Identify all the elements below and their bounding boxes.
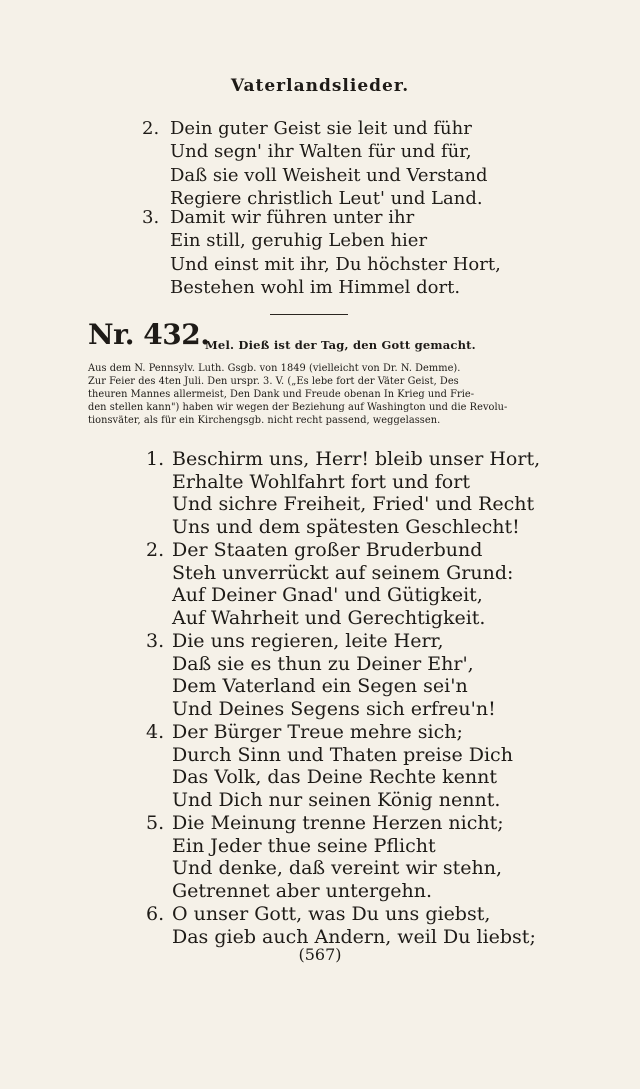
stanza-number: 2. [146, 539, 165, 561]
verse-line: Das gieb auch Andern, weil Du liebst; [172, 925, 536, 948]
stanza-number: 4. [146, 721, 165, 743]
stanza-number: 1. [146, 448, 165, 470]
verse-line: Auf Deiner Gnad' und Gütigkeit, [172, 584, 483, 607]
stanza-5 [146, 812, 504, 903]
stanza-number: 3. [142, 207, 160, 228]
verse-line: Auf Wahrheit und Gerechtigkeit. [172, 607, 486, 630]
source-note-line: den stellen kann") haben wir wegen der Beziehung auf Washington und die Revolu- [88, 402, 508, 413]
source-note-line: Aus dem N. Pennsylv. Luth. Gsgb. von 1849 (vielleicht von Dr. N. Demme). [88, 363, 461, 374]
verse-line: Bestehen wohl im Himmel dort. [170, 276, 461, 298]
stanza-number: 6. [146, 903, 165, 925]
verse-line: Der Bürger Treue mehre sich; [172, 721, 463, 743]
verse-line: Und Dich nur seinen König nennt. [172, 789, 501, 812]
source-note-line: Zur Feier des 4ten Juli. Den urspr. 3. V. („Es lebe fort der Väter Geist, Des [88, 376, 459, 387]
verse-line: Ein Jeder thue seine Pflicht [172, 834, 436, 857]
verse-line: Und Deines Segens sich erfreu'n! [172, 698, 496, 721]
verse-line: Steh unverrückt auf seinem Grund: [172, 561, 514, 584]
verse-line: Uns und dem spätesten Geschlecht! [172, 516, 520, 539]
verse-line: Damit wir führen unter ihr [170, 207, 415, 228]
stanza-2 [146, 539, 513, 630]
page-number: (567) [298, 945, 342, 964]
stanza-6 [146, 903, 536, 948]
stanza-number: 2. [142, 118, 160, 139]
verse-line: Daß sie es thun zu Deiner Ehr', [172, 652, 474, 675]
verse-line: Daß sie voll Weisheit und Verstand [170, 164, 488, 186]
verse-line: Durch Sinn und Thaten preise Dich [172, 743, 513, 766]
source-note-line: theuren Mannes allermeist, Den Dank und Freude obenan In Krieg und Frie- [88, 389, 475, 400]
verse-line: Dein guter Geist sie leit und führ [170, 118, 472, 139]
stanza-top-3 [142, 206, 501, 299]
source-note-line: tionsväter, als für ein Kirchengsgb. nicht recht passend, weggelassen. [88, 415, 441, 426]
running-header: Vaterlandslieder. [230, 76, 410, 96]
verse-line: O unser Gott, was Du uns giebst, [172, 903, 491, 925]
hymn-number: Nr. 432. [88, 318, 210, 351]
verse-line: Und sichre Freiheit, Fried' und Recht [172, 493, 535, 516]
stanza-4 [146, 721, 513, 812]
verse-line: Die uns regieren, leite Herr, [172, 630, 444, 652]
verse-line: Die Meinung trenne Herzen nicht; [172, 812, 504, 834]
verse-line: Getrennet aber untergehn. [172, 880, 432, 903]
verse-line: Das Volk, das Deine Rechte kennt [172, 766, 498, 789]
verse-line: Und denke, daß vereint wir stehn, [172, 857, 503, 880]
verse-line: Und segn' ihr Walten für und für, [170, 141, 472, 163]
verse-line: Erhalte Wohlfahrt fort und fort [172, 470, 470, 493]
verse-line: Ein still, geruhig Leben hier [170, 230, 428, 252]
verse-line: Regiere christlich Leut' und Land. [170, 187, 483, 209]
stanza-number: 5. [146, 812, 165, 834]
stanza-top-2 [142, 117, 488, 210]
stanza-1 [146, 448, 540, 539]
verse-line: Der Staaten großer Bruderbund [172, 539, 483, 561]
verse-line: Dem Vaterland ein Segen sei'n [172, 675, 468, 698]
section-divider [270, 314, 348, 315]
stanza-3 [146, 630, 496, 721]
verse-line: Und einst mit ihr, Du höchster Hort, [170, 253, 501, 275]
verse-line: Beschirm uns, Herr! bleib unser Hort, [172, 448, 541, 470]
melody-indication: Mel. Dieß ist der Tag, den Gott gemacht. [205, 338, 476, 352]
stanza-number: 3. [146, 630, 165, 652]
